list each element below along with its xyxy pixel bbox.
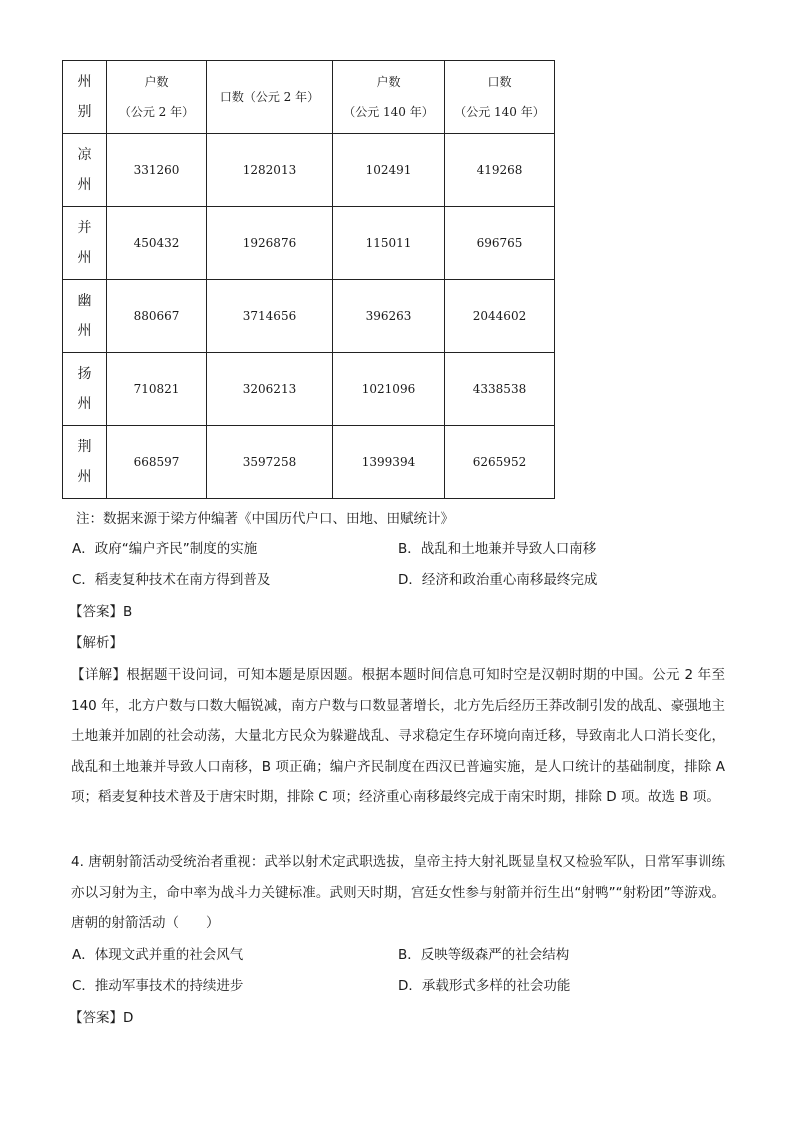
q3-answer: [69, 597, 132, 627]
table-row: [63, 353, 555, 426]
state-name: [63, 207, 107, 280]
population-2-cell: 3206213: [207, 353, 333, 426]
q4-option-c: C．推动军事技术的持续进步: [72, 978, 244, 994]
state-name-text: 幽州: [77, 293, 92, 339]
households-2-cell: 450432: [107, 207, 207, 280]
header-households-140-top: 户数: [376, 75, 401, 89]
population-140-cell: 419268: [445, 134, 555, 207]
header-state: [63, 61, 107, 134]
header-population-2-top: 口数（公元 2 年）: [219, 90, 320, 104]
header-state-top: 州: [77, 74, 92, 90]
q4-option-a: A．体现文武并重的社会风气: [72, 947, 244, 963]
households-140-cell: 396263: [333, 280, 445, 353]
q4-option-b: B．反映等级森严的社会结构: [398, 947, 570, 963]
q3-option-a: A．政府“编户齐民”制度的实施: [72, 541, 258, 557]
table-row: [63, 207, 555, 280]
population-table: [62, 60, 555, 499]
households-140-cell: 102491: [333, 134, 445, 207]
q3-answer-value: B: [123, 604, 133, 620]
households-2-cell: 668597: [107, 426, 207, 499]
state-name: [63, 426, 107, 499]
q3-answer-label: 【答案】: [69, 604, 123, 620]
header-households-2: [107, 61, 207, 134]
table-note: 注：数据来源于梁方仲编著《中国历代户口、田地、田赋统计》: [76, 511, 454, 527]
households-2-cell: 710821: [107, 353, 207, 426]
state-name-text: 荆州: [77, 439, 92, 485]
state-name: [63, 353, 107, 426]
header-households-2-bottom: （公元 2 年）: [118, 105, 195, 119]
header-population-140-top: 口数: [487, 75, 512, 89]
header-population-140: [445, 61, 555, 134]
q3-option-b: B．战乱和土地兼并导致人口南移: [398, 541, 597, 557]
header-state-bottom: 别: [77, 104, 92, 120]
population-140-cell: 2044602: [445, 280, 555, 353]
population-140-cell: 4338538: [445, 353, 555, 426]
header-households-2-top: 户数: [144, 75, 169, 89]
q4-answer-label: 【答案】: [69, 1010, 123, 1026]
q3-analysis-label: 【解析】: [69, 635, 123, 651]
q4-stem: 4. 唐朝射箭活动受统治者重视：武举以射术定武职选拔，皇帝主持大射礼既显皇权又检验军队，日常军事训练亦以习射为主，命中率为战斗力关键标准。武则天时期，宫廷女性参与射箭并衍生出“射鸭”“射粉团”等游戏。唐朝的射箭活动（ ）: [71, 854, 725, 931]
population-2-cell: 3597258: [207, 426, 333, 499]
state-name: [63, 134, 107, 207]
header-households-140: [333, 61, 445, 134]
households-140-cell: 1021096: [333, 353, 445, 426]
header-population-140-bottom: （公元 140 年）: [454, 105, 545, 119]
q4-answer-value: D: [123, 1010, 134, 1026]
population-2-cell: 1926876: [207, 207, 333, 280]
q3-detail-paragraph: 【详解】根据题干设问词，可知本题是原因题。根据本题时间信息可知时空是汉朝时期的中国。公元 2 年至 140 年，北方户数与口数大幅锐减，南方户数与口数显著增长，北方先后经历王莽改制引发的战乱、豪强地主土地兼并加剧的社会动荡，大量北方民众为躲避战乱、寻求稳定生存环境向南迁移，导致南北人口消长变化，战乱和土地兼并导致人口南移，B 项正确；编户齐民制度在西汉已普遍实施，是人口统计的基础制度，排除 A 项；稻麦复种技术普及于唐宋时期，排除 C 项；经济重心南移最终完成于南宋时期，排除 D 项。故选 B 项。: [71, 667, 725, 805]
state-name-text: 并州: [77, 220, 92, 266]
table-row: [63, 134, 555, 207]
households-2-cell: 331260: [107, 134, 207, 207]
header-population-2: [207, 61, 333, 134]
households-2-cell: 880667: [107, 280, 207, 353]
table-row: [63, 280, 555, 353]
population-2-cell: 1282013: [207, 134, 333, 207]
state-name-text: 扬州: [77, 366, 92, 412]
households-140-cell: 115011: [333, 207, 445, 280]
table-header-row: [63, 61, 555, 134]
q4-option-d: D．承载形式多样的社会功能: [398, 978, 571, 994]
population-140-cell: 696765: [445, 207, 555, 280]
q3-option-c: C．稻麦复种技术在南方得到普及: [72, 572, 271, 588]
population-2-cell: 3714656: [207, 280, 333, 353]
q4-answer: [69, 1003, 133, 1033]
table-row: [63, 426, 555, 499]
state-name: [63, 280, 107, 353]
q3-option-d: D．经济和政治重心南移最终完成: [398, 572, 598, 588]
households-140-cell: 1399394: [333, 426, 445, 499]
header-households-140-bottom: （公元 140 年）: [343, 105, 434, 119]
state-name-text: 凉州: [77, 147, 92, 193]
population-140-cell: 6265952: [445, 426, 555, 499]
